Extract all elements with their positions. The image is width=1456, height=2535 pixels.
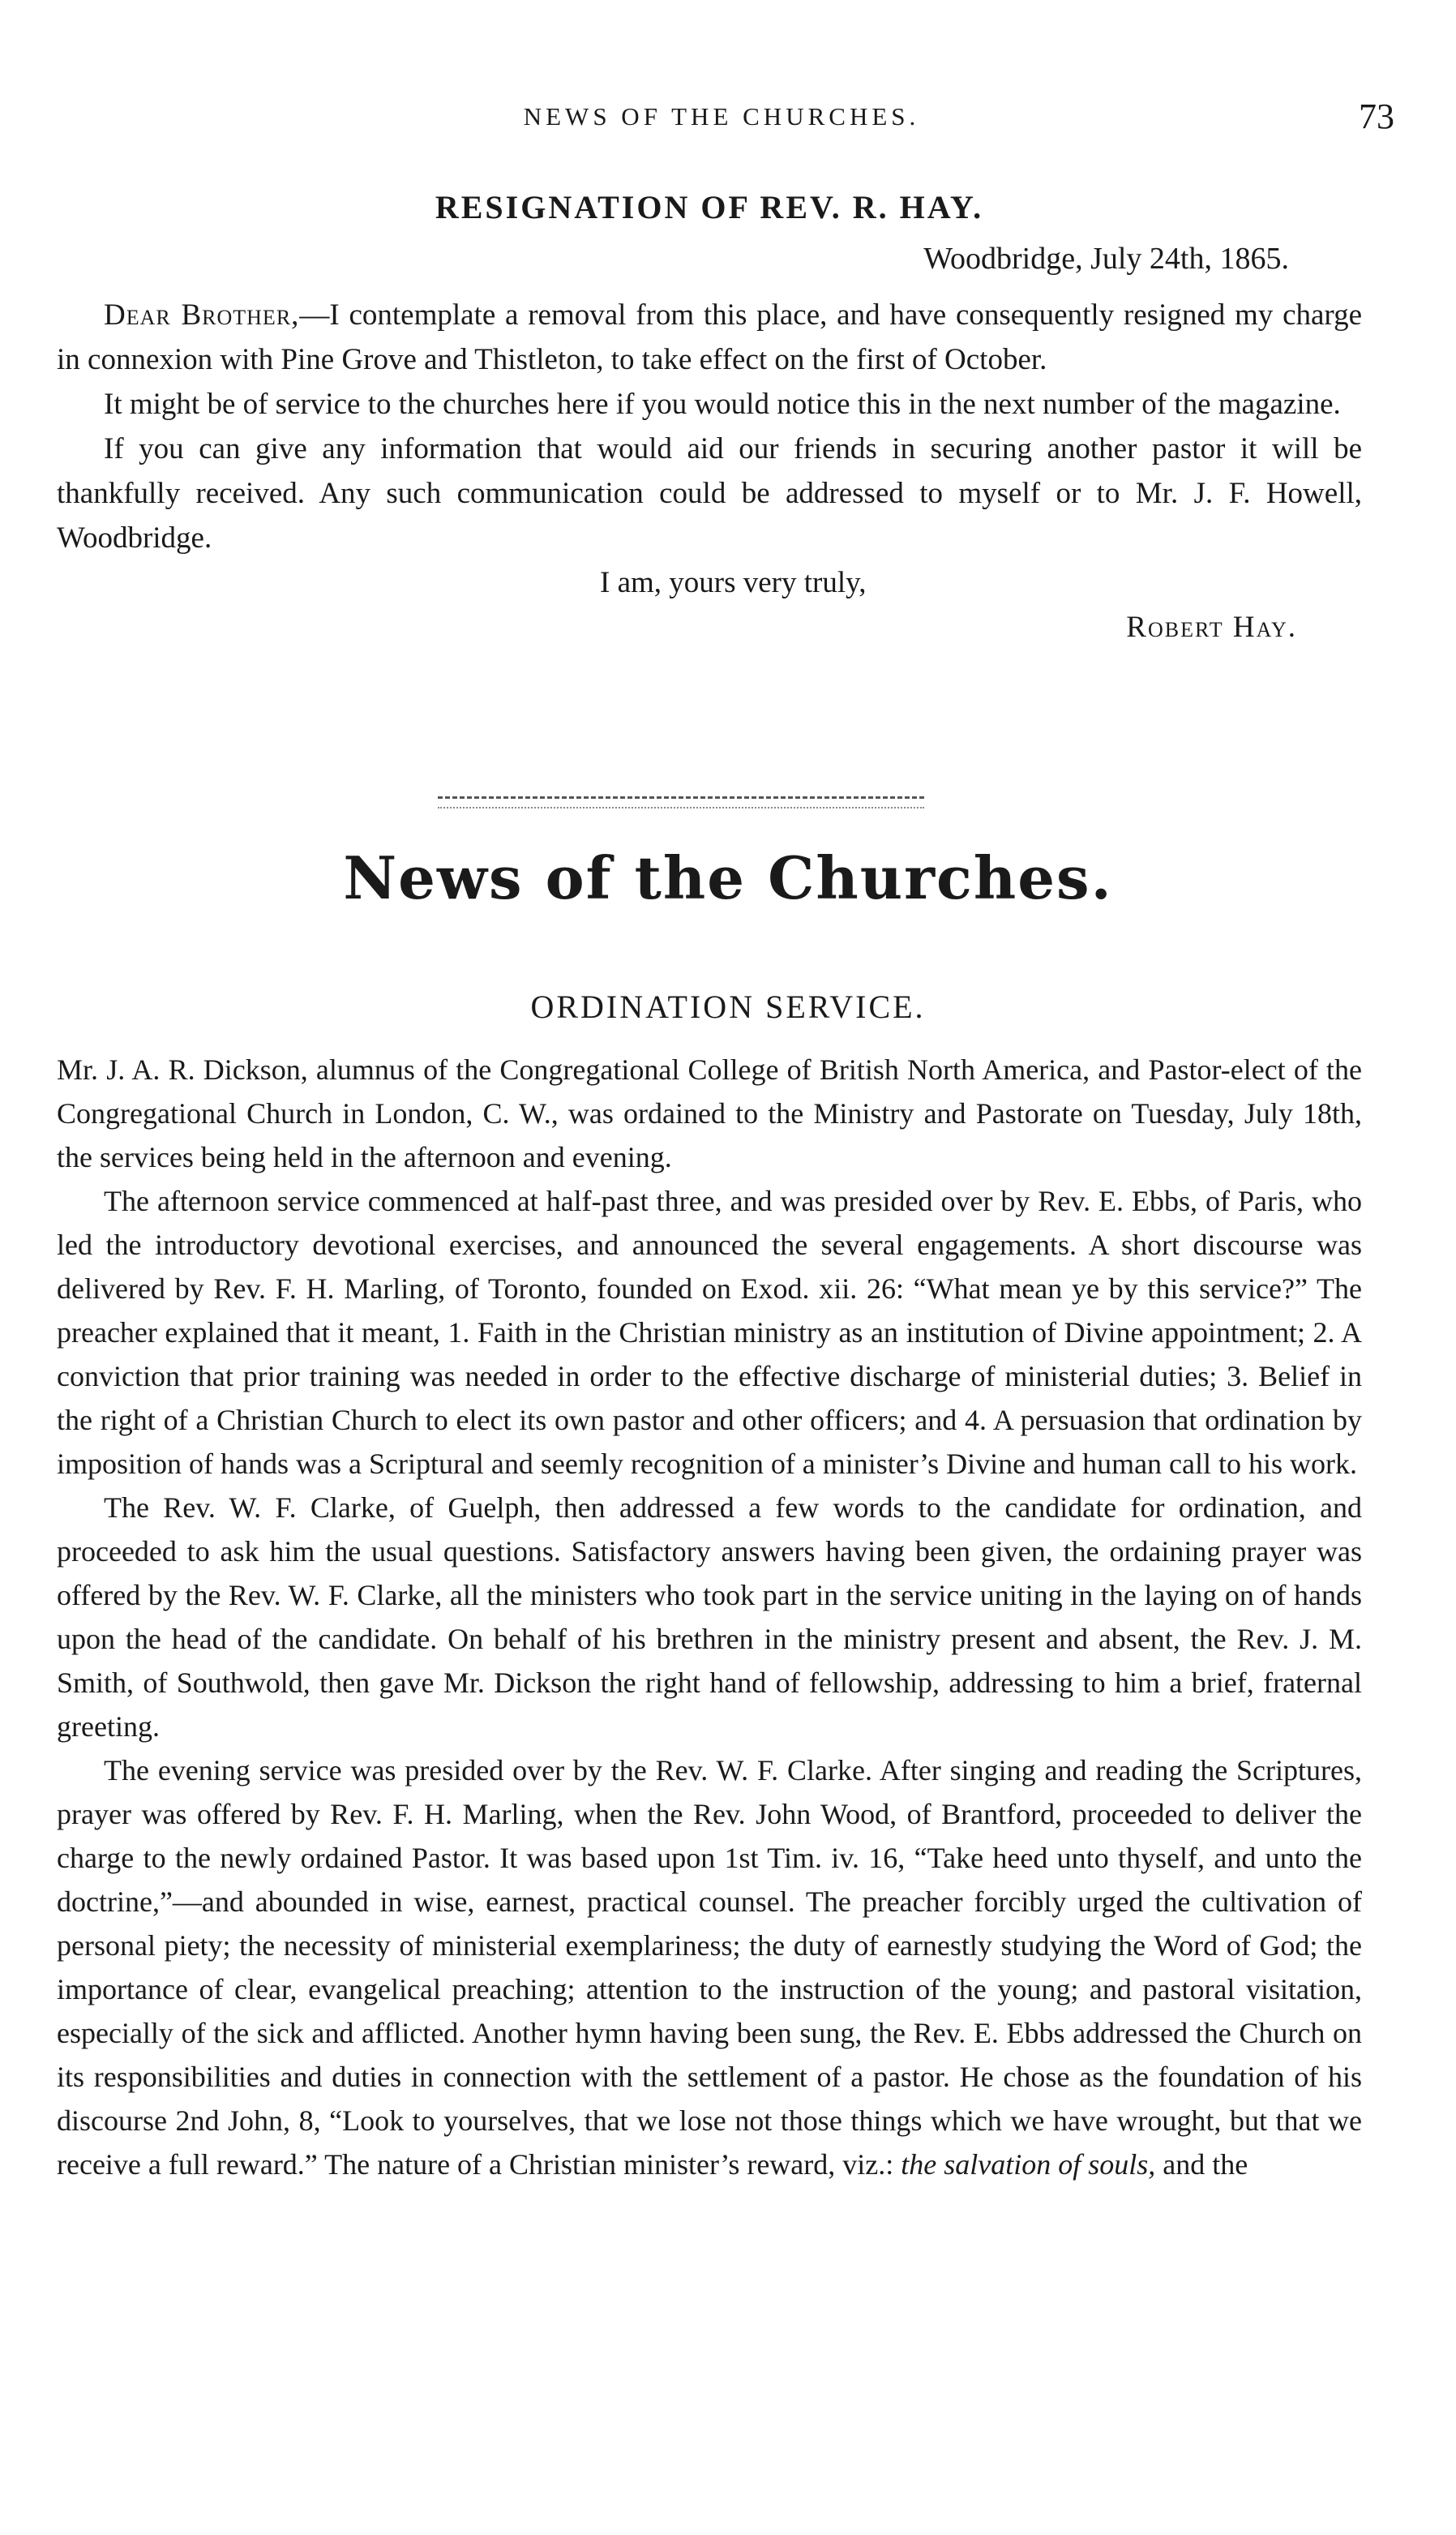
article-paragraph: The afternoon service commenced at half-past three, and was presided over by Rev. E. Ebbs, of Paris, who led the introductory devotional exercises, and announced the several engagements. A short discourse was delivered by Rev. F. H. Marling, of Toronto, founded on Exod. xii. 26: “What mean ye by this service?” The preacher explained that it meant, 1. Faith in the Christian ministry as an institution of Divine appointment; 2. A conviction that prior training was needed in order to the effective discharge of ministerial duties; 3. Belief in the right of a Christian Church to elect its own pastor and other officers; and 4. A persuasion that ordination by imposition of hands was a Scriptural and seemly recognition of a minister’s Divine and human call to his work. <box>57 1185 1362 1480</box>
resignation-title: RESIGNATION OF REV. R. HAY. <box>435 189 984 225</box>
letter-paragraph <box>57 293 1362 382</box>
article-italic-phrase: the salvation of souls, <box>901 2148 1156 2181</box>
resignation-letter <box>57 188 1362 650</box>
letter-paragraph: It might be of service to the churches here if you would notice this in the next number of the magazine. <box>104 388 1341 421</box>
letter-dateline: Woodbridge, July 24th, 1865. <box>923 242 1289 276</box>
article-paragraph <box>57 1748 1362 2186</box>
letter-signature: Robert Hay. <box>1126 611 1297 644</box>
article-paragraph: The Rev. W. F. Clarke, of Guelph, then addressed a few words to the candidate for ordination, and proceeded to ask him the usual questions. Satisfactory answers having been given, the ordaining prayer was offered by the Rev. W. F. Clarke, all the ministers who took part in the service uniting in the laying on of hands upon the head of the candidate. On behalf of his brethren in the ministry present and absent, the Rev. J. M. Smith, of Southwold, then gave Mr. Dickson the right hand of fellowship, addressing to him a brief, fraternal greeting. <box>57 1491 1362 1743</box>
news-of-the-churches-heading: News of the Churches. <box>343 843 1113 912</box>
letter-paragraph: If you can give any information that would aid our friends in securing another pastor it will be thankfully received. Any such communication could be addressed to myself or to Mr. J. F. Howell, Woodbridge. <box>57 432 1362 555</box>
page-number: 73 <box>1359 97 1394 136</box>
article-paragraph-end: and the <box>1155 2148 1248 2181</box>
letter-salutation: Dear Brother, <box>104 298 300 332</box>
letter-closing: I am, yours very truly, <box>600 566 867 599</box>
article-paragraph: Mr. J. A. R. Dickson, alumnus of the Congregational College of British North America, and Pastor-elect of the Congregational Church in London, C. W., was ordained to the Ministry and Pastorate on Tuesday, July 18th, the services being held in the afternoon and evening. <box>57 1053 1362 1173</box>
running-title: NEWS OF THE CHURCHES. <box>523 102 920 131</box>
article-paragraph-text: The evening service was presided over by the Rev. W. F. Clarke. After singing and reading the Scriptures, prayer was offered by Rev. F. H. Marling, when the Rev. John Wood, of Brantford, proceeded to deliver the charge to the newly ordained Pastor. It was based upon 1st Tim. iv. 16, “Take heed unto thyself, and unto the doctrine,”—and abounded in wise, earnest, practical counsel. The preacher forcibly urged the cultivation of personal piety; the necessity of ministerial exemplariness; the duty of earnestly studying the Word of God; the importance of clear, evangelical preaching; attention to the instruction of the young; and pastoral visitation, especially of the sick and afflicted. Another hymn having been sung, the Rev. E. Ebbs addressed the Church on its responsibilities and duties in connection with the settlement of a pastor. He chose as the foundation of his discourse 2nd John, 8, “Look to yourselves, that we lose not those things which we have wrought, but that we receive a full reward.” The nature of a Christian minister’s reward, viz.: <box>57 1754 1362 2181</box>
running-head <box>49 96 1394 144</box>
ordination-title: ORDINATION SERVICE. <box>530 989 926 1025</box>
letter-paragraph-text: —I contemplate a removal from this place, and have consequently resigned my charge in connexion with Pine Grove and Thistleton, to take effect on the first of October. <box>57 298 1362 376</box>
ordination-article <box>57 1048 1362 2186</box>
section-divider <box>438 796 924 809</box>
